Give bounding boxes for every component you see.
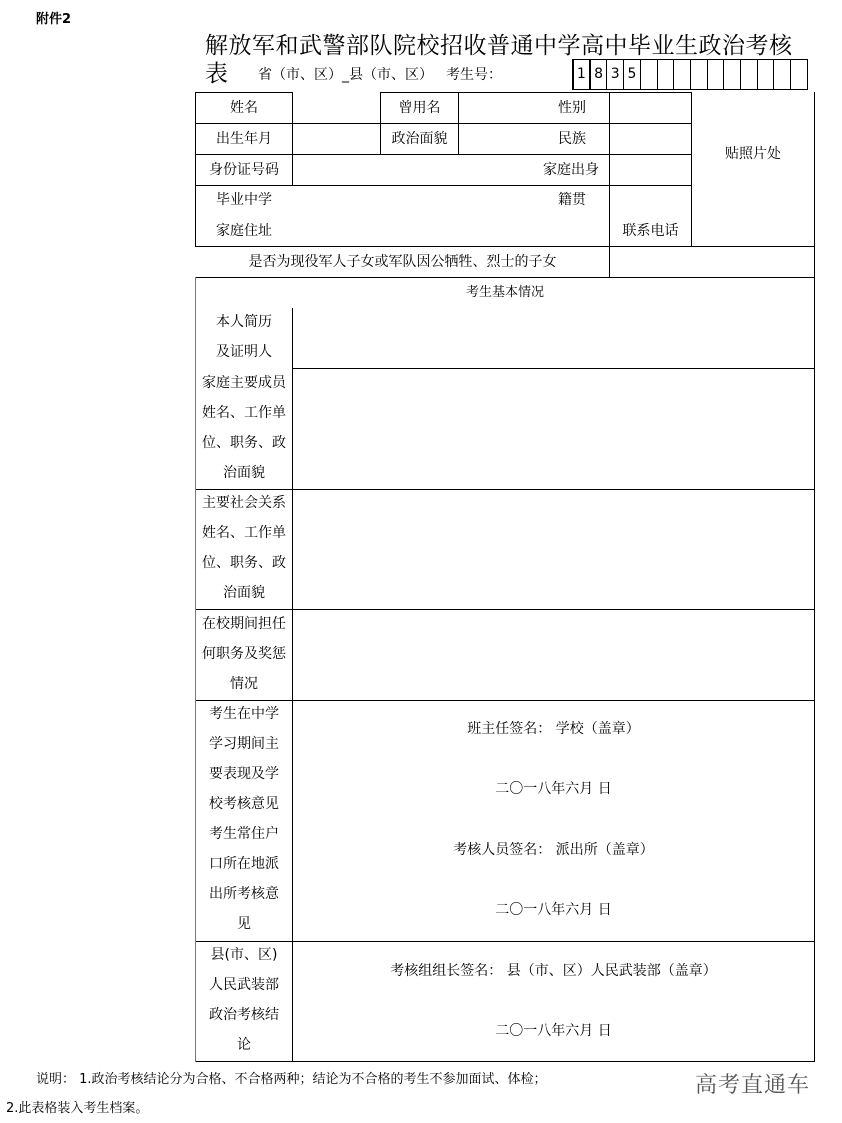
resume-label: 本人简历 及证明人 [216, 314, 272, 360]
exam-no-digit[interactable] [640, 59, 657, 90]
exam-no-digit[interactable]: 1 [576, 66, 586, 82]
attachment-label: 附件2 [36, 12, 72, 27]
birth-date-label: 出生年月 [216, 131, 272, 147]
county-label: _县（市、区） [342, 67, 433, 83]
police-date: 二〇一八年六月 日 [495, 902, 612, 918]
political-status-label: 政治面貌 [391, 131, 448, 147]
note-2: 2.此表格装入考生档案。 [6, 1101, 149, 1116]
family-origin-label: 家庭出身 [543, 162, 599, 178]
native-place-label: 籍贯 [558, 192, 586, 208]
exam-no-digit[interactable] [673, 59, 690, 90]
phone-label: 联系电话 [622, 223, 679, 239]
gender-label: 性别 [558, 100, 586, 116]
teacher-signature: 班主任签名： 学校（盖章） [467, 721, 640, 737]
exam-no-digit[interactable]: 8 [590, 59, 607, 90]
social-relations-label: 主要社会关系 姓名、工作单 位、职务、政 治面貌 [202, 495, 286, 601]
home-address-label: 家庭住址 [216, 223, 272, 239]
photo-placeholder: 贴照片处 [725, 146, 781, 162]
watermark: 高考直通车 [695, 1073, 811, 1098]
exam-no-digit[interactable] [740, 59, 757, 90]
graduated-school-label: 毕业中学 [216, 192, 272, 208]
school-date: 二〇一八年六月 日 [495, 781, 612, 797]
exam-no-digit[interactable] [707, 59, 724, 90]
military-child-question: 是否为现役军人子女或军队因公牺牲、烈士的子女 [248, 254, 557, 270]
review-opinion-label: 考生在中学 学习期间主 要表现及学 校考核意见 考生常住户 口所在地派 出所考核意 见 [209, 706, 279, 932]
exam-no-label: 考生号： [446, 67, 502, 83]
former-name-label: 曾用名 [398, 100, 441, 116]
note-1: 说明： 1.政治考核结论分为合格、不合格两种；结论为不合格的考生不参加面试、体检； [36, 1072, 547, 1087]
exam-no-digit[interactable] [790, 59, 807, 90]
leader-signature: 考核组组长签名： 县（市、区）人民武装部（盖章） [390, 963, 717, 979]
section-header: 考生基本情况 [465, 285, 544, 300]
province-label: 省（市、区） [258, 67, 342, 83]
family-members-label: 家庭主要成员 姓名、工作单 位、职务、政 治面貌 [202, 375, 286, 481]
exam-no-digit[interactable] [657, 59, 674, 90]
police-signature: 考核人员签名： 派出所（盖章） [453, 842, 654, 858]
form-title: 解放军和武警部队院校招收普通中学高中毕业生政治考核表 [205, 33, 793, 87]
exam-no-digit[interactable] [723, 59, 740, 90]
ethnicity-label: 民族 [558, 131, 586, 147]
exam-no-digit[interactable]: 3 [606, 59, 623, 90]
exam-no-digit[interactable]: 5 [623, 59, 640, 90]
name-label: 姓名 [230, 100, 258, 116]
county-conclusion-label: 县(市、区) 人民武装部 政治考核结 论 [209, 947, 279, 1053]
county-date: 二〇一八年六月 日 [495, 1023, 612, 1039]
exam-no-digit[interactable] [690, 59, 707, 90]
exam-no-digit[interactable] [773, 59, 790, 90]
id-number-label: 身份证号码 [209, 162, 279, 178]
exam-no-digit[interactable] [757, 59, 774, 90]
school-role-label: 在校期间担任 何职务及奖惩 情况 [202, 616, 286, 692]
